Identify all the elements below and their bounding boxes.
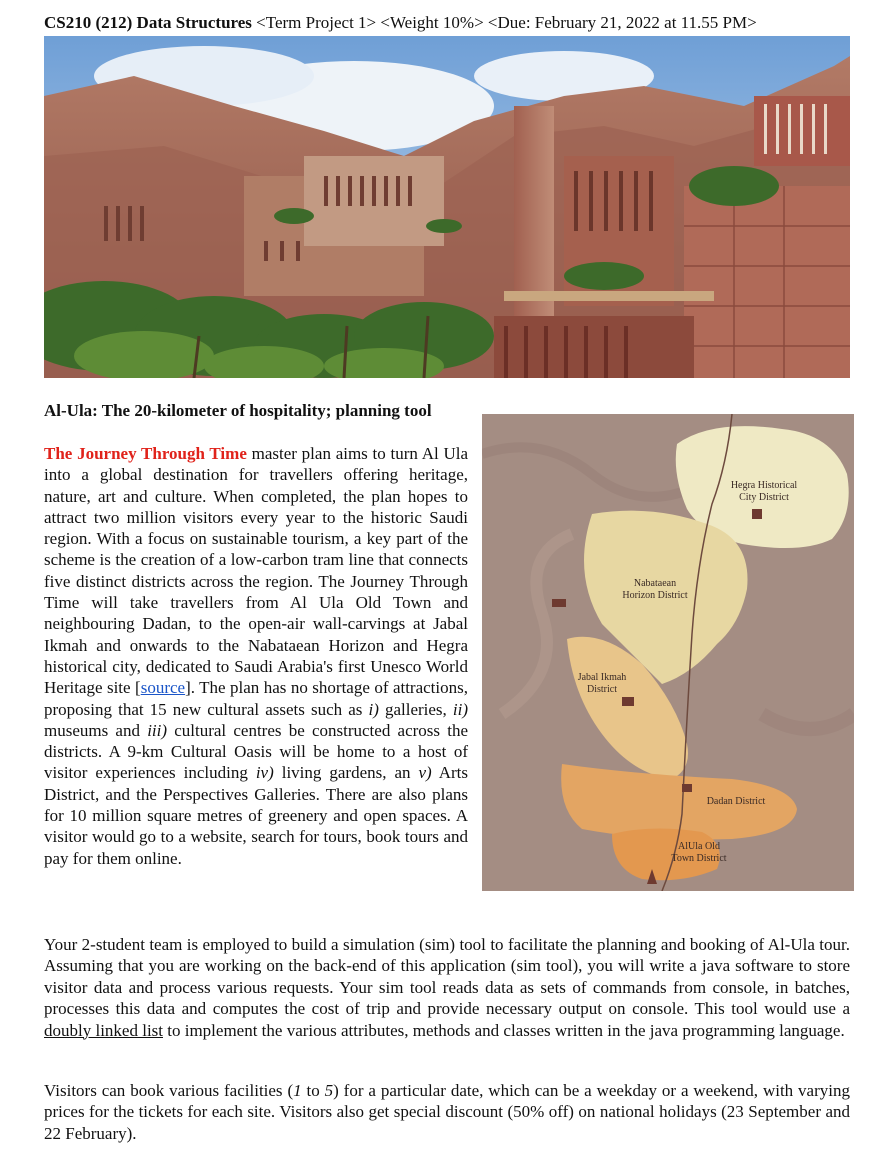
map-label-hegra-2: City District [739, 492, 789, 503]
map-label-jabal-2: District [587, 684, 617, 695]
project-description-paragraph [44, 934, 850, 1041]
intro-text: Arts District, and the Perspectives Galleries. There are also plans for 10 million square metres of greenery and open spaces. A visitor would go to a website, search for tours, book tours and pay for them online. [44, 763, 468, 868]
document-header [44, 12, 864, 34]
list-marker: ii) [452, 699, 468, 719]
weight-tag: <Weight 10%> [380, 13, 484, 32]
list-marker: iv) [255, 763, 274, 783]
paragraph-text: Your 2-student team is employed to build a simulation (sim) tool to facilitate the planning and booking of Al-Ula tour. Assuming that you are working on the back-end of this application (sim tool), you will write a java software to store visitor data and process various requests. Your sim tool reads data as sets of commands from console, in batches, processes this data and computes the cost of trip and provide necessary output on console. This tool would use a [44, 935, 850, 1019]
intro-text: ]. The plan has no shortage of attractions, proposing that 15 new cultural assets such as [44, 678, 468, 719]
map-label-alula-2: Town District [671, 853, 727, 864]
intro-text: museums and [44, 720, 148, 740]
section-title: Al-Ula: The 20-kilometer of hospitality; planning tool [44, 401, 432, 420]
due-date-tag: <Due: February 21, 2022 at 11.55 PM> [487, 13, 757, 32]
list-marker: i) [368, 699, 379, 719]
list-marker: v) [418, 763, 432, 783]
intro-text: living gardens, an [273, 763, 419, 783]
intro-text: galleries, [378, 699, 453, 719]
map-label-dadan: Dadan District [706, 796, 766, 807]
facility-number: 1 [293, 1081, 302, 1100]
district-map [482, 414, 854, 891]
hero-image [44, 36, 850, 378]
map-label-hegra-1: Hegra Historical [730, 480, 798, 491]
facility-number: 5 [324, 1081, 334, 1100]
underlined-term: doubly linked list [44, 1020, 163, 1040]
map-label-nabataean-1: Nabataean [633, 578, 677, 589]
term-project-tag: <Term Project 1> [256, 13, 377, 32]
paragraph-text: to implement the various attributes, methods and classes written in the java programming language. [163, 1020, 845, 1040]
highlight-phrase: The Journey Through Time [44, 444, 247, 463]
intro-text: master plan aims to turn Al Ula into a global destination for travellers offering heritage, nature, art and culture. When completed, the plan hopes to attract two million visitors every year to the historic Saudi region. With a focus on sustainable tourism, a key part of the scheme is the creation of a low-carbon tram line that connects five distinct districts across the region. The Journey Through Time will take travellers from Al Ula Old Town and neighbouring Dadan, to the open-air wall-carvings at Jabal Ikmah and onwards to the Nabataean Horizon and Hegra historical city, dedicated to Saudi Arabia's first Unesco World Heritage site [ [44, 444, 468, 698]
map-label-jabal-1: Jabal Ikmah [577, 672, 627, 683]
booking-paragraph [44, 1080, 850, 1144]
course-title: CS210 (212) Data Structures [44, 13, 252, 32]
list-marker: iii) [147, 720, 168, 740]
map-label-nabataean-2: Horizon District [622, 590, 688, 601]
intro-text: cultural centres be constructed across the districts. A 9-km Cultural Oasis will be home to a host of visitor experiences including [44, 720, 468, 783]
source-link[interactable]: source [140, 678, 186, 698]
intro-paragraph [44, 443, 468, 869]
paragraph-text: to [301, 1081, 325, 1100]
paragraph-text: Visitors can book various facilities ( [44, 1081, 294, 1100]
map-label-alula-1: AlUla Old [678, 841, 720, 852]
paragraph-text: ) for a particular date, which can be a weekday or a weekend, with varying prices for the tickets for each site. Visitors also get special discount (50% off) on national holidays (23 September and 22 February). [44, 1081, 850, 1143]
